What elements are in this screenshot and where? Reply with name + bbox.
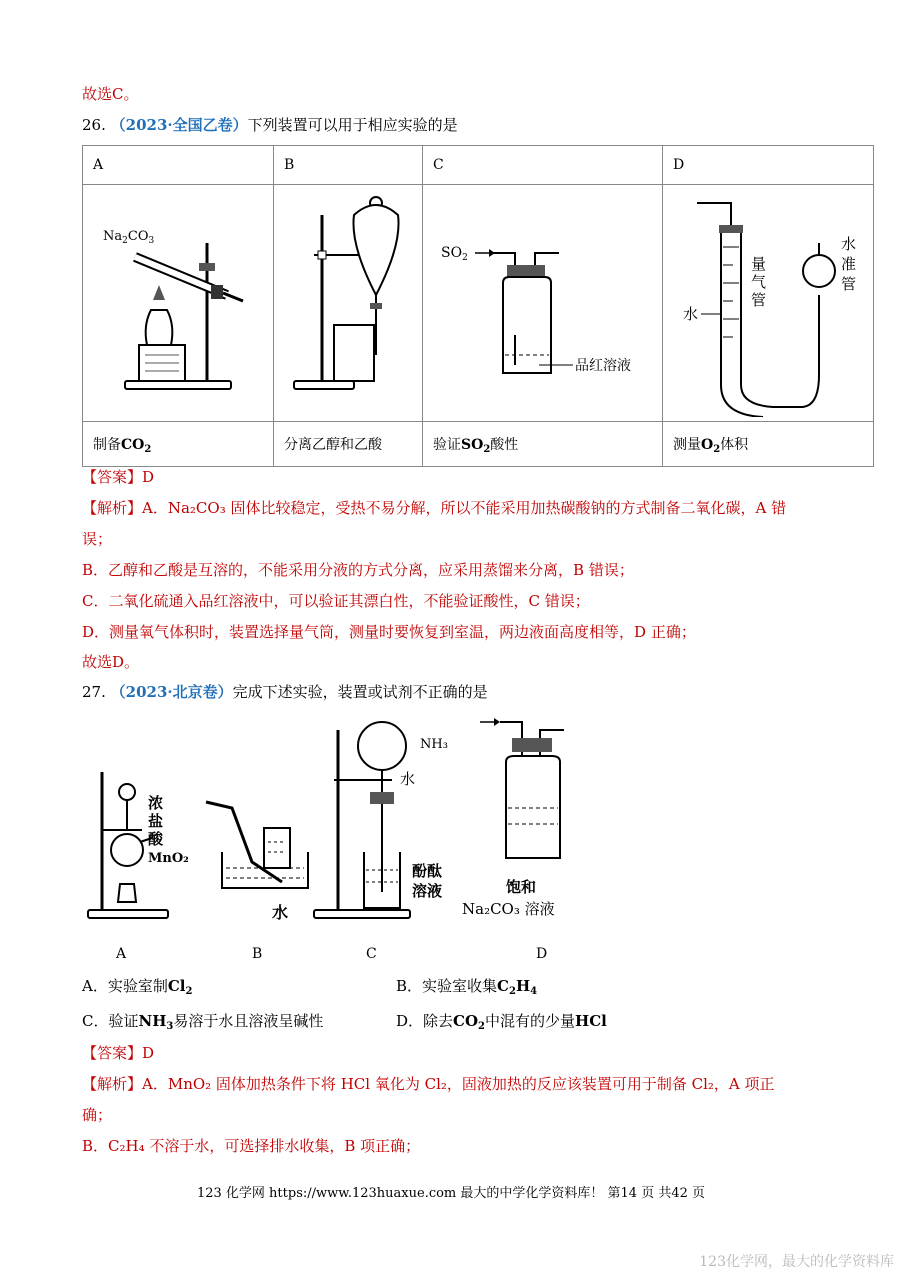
- d-tube-label-2: 气: [751, 273, 767, 291]
- q27-fig-letter-b: B: [252, 946, 263, 962]
- d-tube-label-1: 量: [751, 255, 767, 273]
- q27-apparatus-c: [314, 722, 448, 918]
- q26-conclusion: 故选D。: [82, 653, 140, 671]
- q27-apparatus-b: [206, 802, 308, 922]
- q26-caption-c: 验证$SO_2$酸性: [423, 422, 663, 467]
- q27-analysis-1: 【解析】A．MnO₂ 固体加热条件下将 HCl 氧化为 Cl₂，固液加热的反应该装置可用于制备 Cl₂，A 项正: [82, 1075, 775, 1093]
- q26-analysis-4: C．二氧化硫通入品红溶液中，可以验证其漂白性，不能验证酸性，C 错误；: [82, 592, 590, 610]
- d-right-label-1: 水: [841, 235, 857, 253]
- c-fig-label-3: 酚酞: [412, 862, 443, 880]
- q26-figure-c: [423, 185, 663, 422]
- q26-caption-b: 分离乙醇和乙酸: [274, 422, 423, 467]
- q26-table: [82, 145, 874, 467]
- prev-conclusion: 故选C。: [82, 85, 139, 103]
- a-reagent-label: $Na_2CO_3$: [103, 229, 155, 246]
- q27-fig-letter-a: A: [116, 946, 127, 962]
- q26-header-b: B: [274, 146, 423, 185]
- c-fig-label-1: NH₃: [420, 737, 448, 752]
- q26-figure-b: [274, 185, 423, 422]
- d-fig-label-2: Na₂CO₃ 溶液: [462, 900, 555, 918]
- q27-option-b[interactable]: B．实验室收集$C_2H_4$: [396, 977, 538, 997]
- page-footer: 123 化学网 https://www.123huaxue.com 最大的中学化学资料库！ 第14 页 共42 页: [196, 1186, 706, 1201]
- q27-stem-text: 完成下述实验，装置或试剂不正确的是: [232, 683, 488, 701]
- c-gas-label: $SO_2$: [441, 245, 468, 263]
- q27-apparatus-a: [88, 772, 189, 918]
- q26-header-c: C: [423, 146, 663, 185]
- q26-answer: 【答案】D: [82, 468, 155, 486]
- q26-caption-d: 测量$O_2$体积: [663, 422, 874, 467]
- a-fig-label-1: 浓: [148, 794, 164, 812]
- d-fig-label-1: 饱和: [506, 878, 537, 896]
- q27-fig-letter-c: C: [366, 946, 377, 962]
- q26-stem-text: 下列装置可以用于相应实验的是: [247, 116, 458, 134]
- q26-analysis-5: D．测量氧气体积时，装置选择量气筒，测量时要恢复到室温，两边液面高度相等，D 正确；: [82, 623, 696, 641]
- q27-stem: [82, 681, 488, 703]
- q27-answer: 【答案】D: [82, 1044, 155, 1062]
- q26-header-d: D: [663, 146, 874, 185]
- c-fig-label-2: 水: [400, 770, 416, 788]
- d-right-label-2: 准: [841, 255, 857, 273]
- b-fig-label: 水: [272, 903, 289, 922]
- a-fig-label-3: 酸: [148, 830, 164, 848]
- q26-analysis-3: B．乙醇和乙酸是互溶的，不能采用分液的方式分离，应采用蒸馏来分离，B 错误；: [82, 561, 634, 579]
- d-water-label: 水: [683, 305, 699, 323]
- q27-analysis-2: 确；: [82, 1106, 113, 1124]
- c-solution-label: 品红溶液: [575, 358, 631, 374]
- q26-caption-a: 制备$CO_2$: [83, 422, 274, 467]
- q27-number: 27.: [82, 683, 106, 701]
- q27-analysis-3: B．C₂H₄ 不溶于水，可选择排水收集，B 项正确；: [82, 1137, 421, 1155]
- q26-figure-a: [83, 185, 274, 422]
- q26-source: （2023·全国乙卷）: [110, 116, 248, 134]
- a-fig-label-4: MnO₂: [148, 851, 189, 866]
- watermark: 123化学网，最大的化学资料库: [699, 1254, 894, 1270]
- q27-apparatus-d: [462, 718, 564, 918]
- q26-stem: [82, 114, 458, 136]
- q26-number: 26.: [82, 116, 106, 134]
- d-right-label-3: 管: [841, 275, 857, 293]
- q26-figure-d: [663, 185, 874, 422]
- a-fig-label-2: 盐: [148, 812, 164, 830]
- q27-option-c[interactable]: C．验证$NH_3$易溶于水且溶液呈碱性: [82, 1012, 324, 1032]
- q27-option-d[interactable]: D．除去$CO_2$中混有的少量HCl: [396, 1012, 607, 1032]
- q26-analysis-2: 误；: [82, 530, 113, 548]
- c-fig-label-4: 溶液: [412, 882, 443, 900]
- d-tube-label-3: 管: [751, 291, 767, 309]
- q26-header-a: A: [83, 146, 274, 185]
- q26-analysis-1: 【解析】A．Na₂CO₃ 固体比较稳定，受热不易分解，所以不能采用加热碳酸钠的方式制备二氧化碳，A 错: [82, 499, 787, 517]
- q27-option-a[interactable]: A．实验室制$Cl_2$: [82, 977, 193, 997]
- q27-figure: [82, 712, 622, 964]
- q27-fig-letter-d: D: [536, 946, 548, 962]
- q27-source: （2023·北京卷）: [110, 683, 233, 701]
